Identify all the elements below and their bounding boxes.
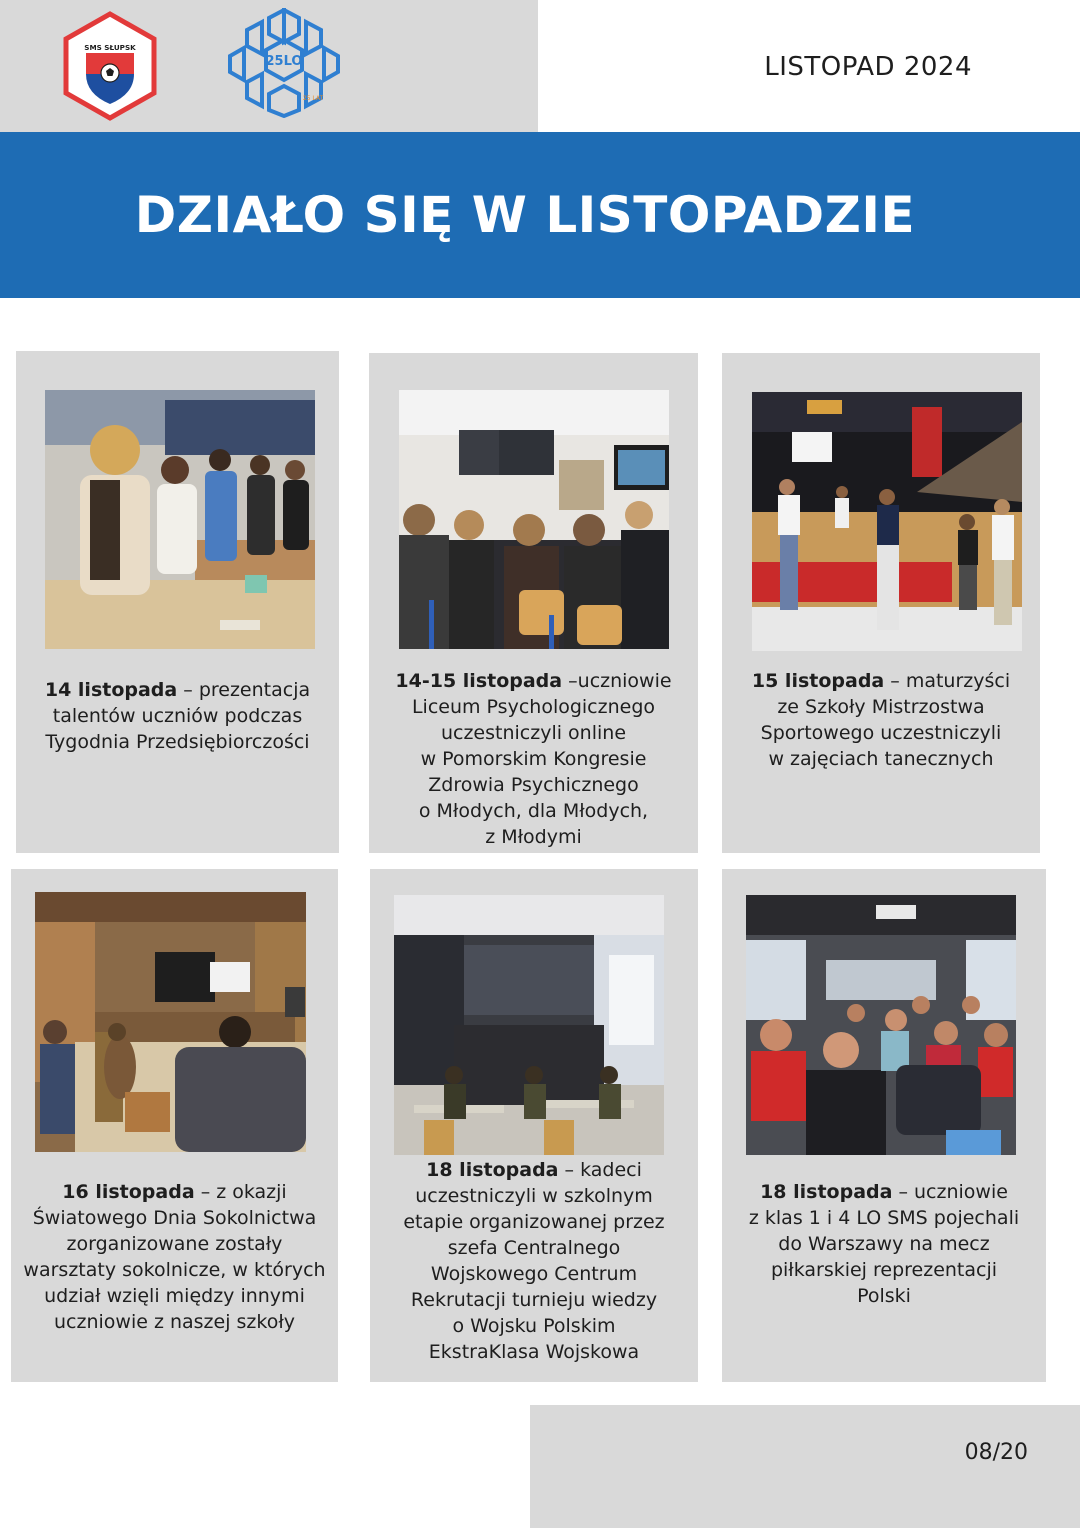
- news-card-6: [722, 869, 1046, 1382]
- photo-bus-trip-warsaw: [746, 895, 1016, 1155]
- svg-text:25LO: 25LO: [265, 54, 303, 69]
- caption: [369, 668, 698, 850]
- svg-text:SMS SŁUPSK: SMS SŁUPSK: [84, 43, 136, 52]
- lo-25-years-logo: [226, 8, 342, 118]
- issue-date: LISTOPAD 2024: [764, 52, 972, 82]
- caption-date: 18 listopada: [426, 1159, 559, 1181]
- footer-gray-panel: [530, 1405, 1080, 1528]
- caption-text: – kadeci uczestniczyli w szkolnym etapie organizowanej przez szefa Centralnego Wojskowego Centrum Rekrutacji turnieju wiedzy o Wojsku Polskim EkstraKlasa Wojskowa: [403, 1159, 665, 1363]
- title-banner: [0, 132, 1080, 298]
- caption-text: – prezentacja talentów uczniów podczas Tygodnia Przedsiębiorczości: [45, 679, 311, 753]
- photo-dance-classes: [752, 392, 1022, 651]
- news-card-1: [16, 351, 339, 853]
- sms-slupsk-logo: [60, 10, 160, 122]
- photo-talent-presentation: [45, 390, 315, 649]
- photo-military-knowledge-contest: [394, 895, 664, 1155]
- news-card-5: [370, 869, 698, 1382]
- news-card-2: [369, 353, 698, 853]
- page-title: DZIAŁO SIĘ W LISTOPADZIE: [134, 186, 916, 244]
- caption-text: – uczniowie z klas 1 i 4 LO SMS pojechali do Warszawy na mecz piłkarskiej reprezentacji Polski: [748, 1181, 1020, 1307]
- caption-text: – maturzyści ze Szkoły Mistrzostwa Sportowego uczestniczyli w zajęciach tanecznych: [760, 670, 1011, 770]
- caption-date: 16 listopada: [62, 1181, 195, 1203]
- caption: [16, 677, 339, 755]
- caption-date: 14 listopada: [44, 679, 178, 701]
- news-card-4: [11, 869, 338, 1382]
- svg-text:25 LAT: 25 LAT: [302, 95, 324, 102]
- caption: [370, 1157, 698, 1365]
- caption: [11, 1179, 338, 1335]
- caption-date: 14-15 listopada: [395, 670, 563, 692]
- caption-date: 18 listopada: [760, 1181, 893, 1203]
- caption-date: 15 listopada: [751, 670, 885, 692]
- page-number: 08/20: [964, 1440, 1028, 1465]
- caption: [722, 1179, 1046, 1309]
- caption-text: –uczniowie Liceum Psychologicznego uczestniczyli online w Pomorskim Kongresie Zdrowia Psychicznego o Młodych, dla Młodych, z Młodymi: [411, 670, 672, 848]
- news-card-3: [722, 353, 1040, 853]
- caption: [722, 668, 1040, 772]
- caption-text: – z okazji Światowego Dnia Sokolnictwa zorganizowane zostały warsztaty sokolnicze, w których udział wzięli między innymi uczniowie z naszej szkoły: [23, 1181, 326, 1333]
- photo-mental-health-congress: [399, 390, 669, 649]
- photo-falconry-workshop: [35, 892, 306, 1152]
